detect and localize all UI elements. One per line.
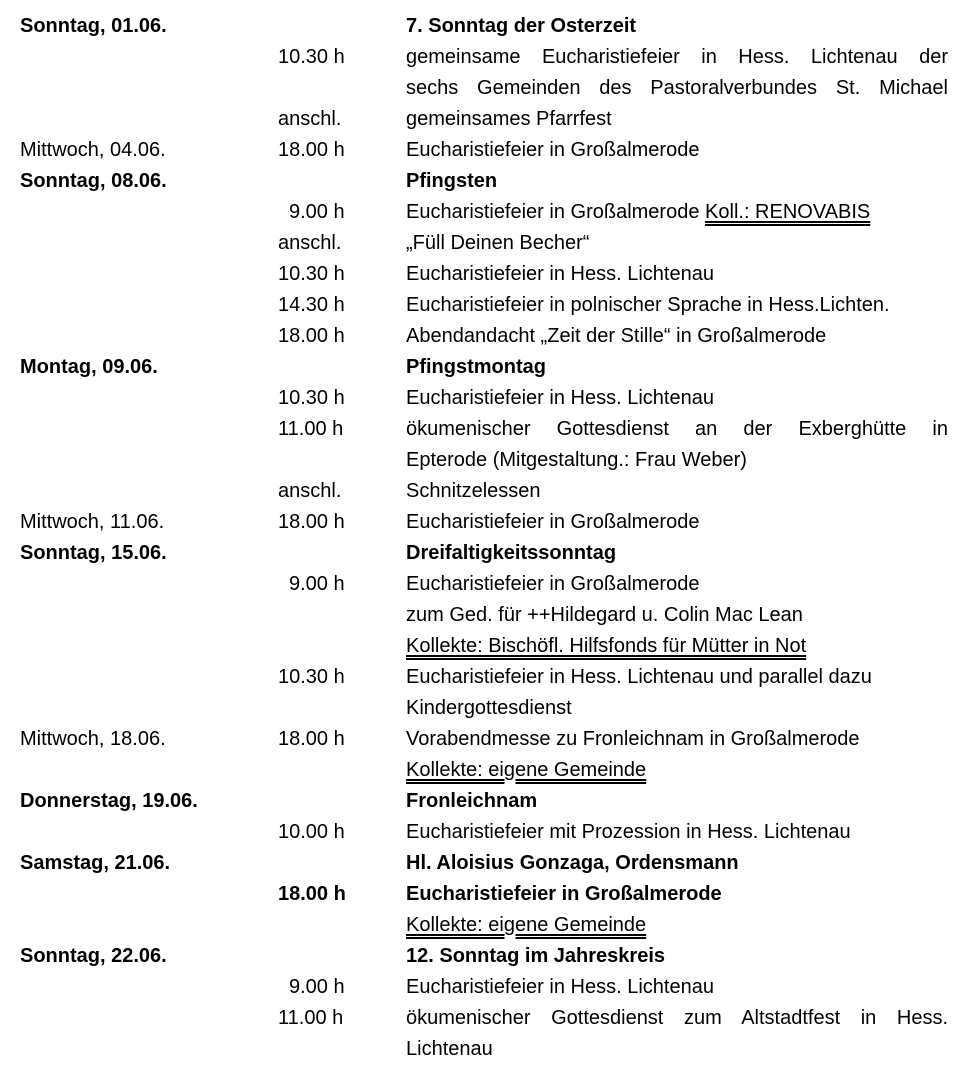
event-heading — [406, 786, 537, 817]
event-text — [406, 476, 541, 507]
schedule-line — [0, 1034, 968, 1065]
time-label: 18.00 h — [278, 511, 345, 533]
time-label: 18.00 h — [278, 139, 345, 161]
event-text-main: zum Ged. für ++Hildegard u. Colin Mac Lean — [406, 604, 803, 626]
schedule-line — [0, 321, 968, 352]
event-text-main: Lichtenau — [406, 1038, 493, 1060]
event-text-main: Eucharistiefeier mit Prozession in Hess. Lichtenau — [406, 821, 851, 843]
event-text — [406, 1003, 948, 1034]
day-label: Sonntag, 08.06. — [20, 170, 167, 192]
event-text-main: Eucharistiefeier in Hess. Lichtenau — [406, 263, 714, 285]
day-label: Sonntag, 22.06. — [20, 945, 167, 967]
event-text-main: Dreifaltigkeitssonntag — [406, 542, 617, 564]
schedule-line — [0, 42, 968, 73]
event-text — [406, 135, 699, 166]
event-text — [406, 972, 714, 1003]
schedule-line — [0, 786, 968, 817]
schedule-line — [0, 73, 968, 104]
time-label: 11.00 h — [278, 418, 344, 440]
event-text-main: 12. Sonntag im Jahreskreis — [406, 945, 666, 967]
schedule-line — [0, 135, 968, 166]
schedule-line — [0, 972, 968, 1003]
event-text-main: 7. Sonntag der Osterzeit — [406, 15, 637, 37]
event-text-main: gemeinsames Pfarrfest — [406, 108, 612, 130]
event-text — [406, 600, 803, 631]
day-label: Mittwoch, 18.06. — [20, 728, 166, 750]
schedule-line — [0, 383, 968, 414]
schedule-line — [0, 290, 968, 321]
time-label: 10.30 h — [278, 263, 345, 285]
schedule-line — [0, 879, 968, 910]
time-label: 18.00 h — [278, 883, 346, 905]
time-label: 10.00 h — [278, 821, 345, 843]
event-text — [406, 383, 714, 414]
schedule-line — [0, 941, 968, 972]
event-text — [406, 290, 890, 321]
event-text-main: Schnitzelessen — [406, 480, 541, 502]
event-text-main: Kollekte: eigene Gemeinde — [406, 914, 647, 936]
time-label: anschl. — [278, 108, 342, 130]
day-label: Sonntag, 15.06. — [20, 542, 167, 564]
schedule-line — [0, 693, 968, 724]
event-text-main: Kindergottesdienst — [406, 697, 572, 719]
time-label: 10.30 h — [278, 387, 345, 409]
collection-note — [406, 910, 646, 941]
schedule-line — [0, 569, 968, 600]
event-heading — [406, 538, 616, 569]
event-text-main: Eucharistiefeier in Großalmerode — [406, 201, 700, 223]
day-label: Sonntag, 01.06. — [20, 15, 167, 37]
event-text-main: Abendandacht „Zeit der Stille“ in Großalmerode — [406, 325, 827, 347]
day-label: Samstag, 21.06. — [20, 852, 171, 874]
event-text — [406, 104, 612, 135]
schedule-line — [0, 414, 968, 445]
day-label: Mittwoch, 04.06. — [20, 139, 166, 161]
schedule-line — [0, 662, 968, 693]
time-label: anschl. — [278, 480, 342, 502]
event-text-main: ökumenischer Gottesdienst an der Exberghütte in — [406, 418, 948, 440]
event-text — [406, 507, 699, 538]
schedule-line — [0, 755, 968, 786]
schedule-line — [0, 166, 968, 197]
schedule-line — [0, 600, 968, 631]
event-text — [406, 693, 572, 724]
event-text — [406, 197, 870, 228]
event-text-main: Kollekte: eigene Gemeinde — [406, 759, 647, 781]
schedule-line — [0, 724, 968, 755]
event-text — [406, 42, 948, 73]
schedule-line — [0, 352, 968, 383]
event-text-main: Eucharistiefeier in Hess. Lichtenau — [406, 976, 714, 998]
event-text — [406, 259, 714, 290]
event-text — [406, 569, 699, 600]
event-text-main: Eucharistiefeier in polnischer Sprache in Hess.Lichten. — [406, 294, 890, 316]
schedule-line — [0, 11, 968, 42]
event-text-main: „Füll Deinen Becher“ — [406, 232, 590, 254]
schedule-line — [0, 445, 968, 476]
event-text — [406, 662, 872, 693]
schedule-line — [0, 848, 968, 879]
schedule-line — [0, 631, 968, 662]
schedule-line — [0, 197, 968, 228]
event-text — [406, 817, 851, 848]
collection-note — [406, 755, 646, 786]
event-text-main: Eucharistiefeier in Hess. Lichtenau und parallel dazu — [406, 666, 872, 688]
event-heading — [406, 879, 722, 910]
event-text-main: Hl. Aloisius Gonzaga, Ordensmann — [406, 852, 739, 874]
event-text — [406, 414, 948, 445]
schedule-line — [0, 538, 968, 569]
time-label: 10.30 h — [278, 666, 345, 688]
time-label: 9.00 h — [289, 976, 345, 998]
schedule-line — [0, 1003, 968, 1034]
event-heading — [406, 848, 739, 879]
event-heading — [406, 352, 546, 383]
schedule-line — [0, 259, 968, 290]
schedule-line — [0, 104, 968, 135]
event-text — [406, 445, 747, 476]
event-text-main: Pfingstmontag — [406, 356, 546, 378]
day-label: Donnerstag, 19.06. — [20, 790, 198, 812]
event-text-main: Eucharistiefeier in Großalmerode — [406, 573, 700, 595]
event-text — [406, 724, 860, 755]
event-text-main: Fronleichnam — [406, 790, 538, 812]
time-label: 14.30 h — [278, 294, 345, 316]
event-heading — [406, 11, 636, 42]
event-text-main: sechs Gemeinden des Pastoralverbundes St. Michael — [406, 77, 948, 99]
time-label: anschl. — [278, 232, 342, 254]
event-text — [406, 1034, 493, 1065]
time-label: 9.00 h — [289, 201, 345, 223]
event-text — [406, 228, 589, 259]
schedule-line — [0, 910, 968, 941]
event-text — [406, 73, 948, 104]
schedule-list — [0, 11, 968, 1065]
event-heading — [406, 166, 497, 197]
collection-note: Koll.: RENOVABIS — [705, 201, 871, 223]
schedule-line — [0, 228, 968, 259]
time-label: 18.00 h — [278, 325, 345, 347]
event-text-main: gemeinsame Eucharistiefeier in Hess. Lichtenau der — [406, 46, 948, 68]
event-text-main: ökumenischer Gottesdienst zum Altstadtfest in Hess. — [406, 1007, 948, 1029]
day-label: Mittwoch, 11.06. — [20, 511, 165, 533]
event-text-main: Epterode (Mitgestaltung.: Frau Weber) — [406, 449, 747, 471]
schedule-line — [0, 476, 968, 507]
schedule-line — [0, 507, 968, 538]
event-heading — [406, 941, 665, 972]
event-text-main: Vorabendmesse zu Fronleichnam in Großalmerode — [406, 728, 860, 750]
event-text-main: Eucharistiefeier in Großalmerode — [406, 511, 700, 533]
event-text-main: Eucharistiefeier in Großalmerode — [406, 883, 722, 905]
time-label: 9.00 h — [289, 573, 345, 595]
event-text-main: Eucharistiefeier in Großalmerode — [406, 139, 700, 161]
event-text — [406, 321, 826, 352]
day-label: Montag, 09.06. — [20, 356, 158, 378]
time-label: 18.00 h — [278, 728, 345, 750]
event-text-main: Kollekte: Bischöfl. Hilfsfonds für Mütter in Not — [406, 635, 807, 657]
event-text-main: Pfingsten — [406, 170, 498, 192]
time-label: 11.00 h — [278, 1007, 344, 1029]
time-label: 10.30 h — [278, 46, 345, 68]
collection-note — [406, 631, 806, 662]
schedule-line — [0, 817, 968, 848]
event-text-main: Eucharistiefeier in Hess. Lichtenau — [406, 387, 714, 409]
